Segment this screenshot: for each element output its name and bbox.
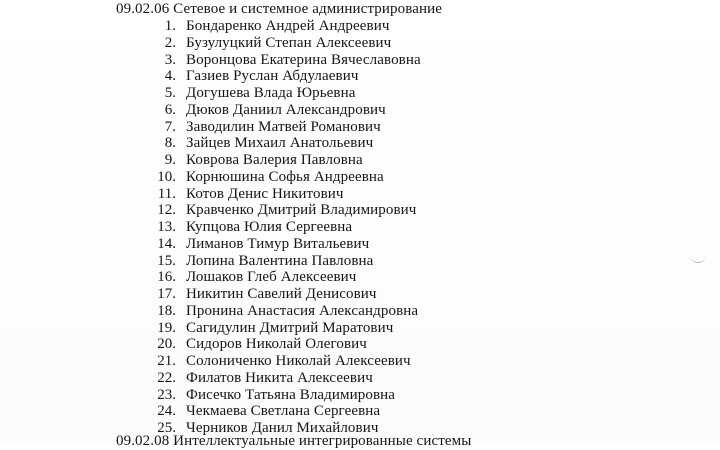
student-number: 21. — [157, 353, 176, 369]
student-row — [0, 202, 720, 219]
student-row — [0, 85, 720, 102]
student-row — [0, 152, 720, 169]
student-name: Фисечко Татьяна Владимировна — [186, 386, 396, 403]
student-name: Солониченко Николай Алексеевич — [186, 353, 411, 369]
student-name: Сидоров Николай Олегович — [186, 336, 367, 353]
student-row — [0, 169, 720, 186]
student-number: 14. — [157, 235, 176, 252]
student-row — [0, 102, 720, 119]
student-row — [0, 269, 720, 286]
student-row — [0, 119, 720, 136]
student-row — [0, 35, 720, 52]
student-name: Черников Данил Михайлович — [186, 420, 379, 436]
student-number: 2. — [164, 34, 176, 51]
student-row — [0, 353, 720, 370]
student-name: Филатов Никита Алексеевич — [186, 369, 373, 386]
student-row — [0, 387, 720, 404]
student-name: Бондаренко Андрей Андреевич — [186, 18, 390, 34]
student-row — [0, 403, 720, 420]
student-number: 24. — [157, 403, 176, 420]
student-number: 6. — [164, 101, 176, 118]
student-number: 25. — [157, 420, 176, 436]
student-row — [0, 286, 720, 303]
section-title-intelligent-systems: 09.02.08 Интеллектуальные интегрированные системы — [116, 433, 472, 449]
student-row — [0, 236, 720, 253]
student-number: 1. — [164, 18, 176, 34]
student-row — [0, 320, 720, 337]
student-row — [0, 336, 720, 353]
student-name: Котов Денис Никитович — [186, 185, 344, 202]
section-title-network-administration: 09.02.06 Сетевое и системное администрирование — [116, 1, 442, 17]
student-name: Бузулуцкий Степан Алексеевич — [186, 34, 392, 51]
student-number: 3. — [164, 51, 176, 68]
student-number: 20. — [157, 336, 176, 353]
student-name: Догушева Влада Юрьевна — [186, 85, 356, 101]
student-name: Лошаков Глеб Алексеевич — [186, 269, 357, 286]
student-name: Чекмаева Светлана Сергеевна — [186, 403, 381, 420]
student-name: Газиев Руслан Абдулаевич — [186, 68, 359, 85]
student-number: 4. — [164, 68, 176, 85]
student-number: 5. — [164, 85, 176, 101]
student-name: Зайцев Михаил Анатольевич — [186, 135, 374, 152]
student-list — [0, 18, 720, 437]
student-number: 17. — [157, 286, 176, 302]
student-name: Пронина Анастасия Александровна — [186, 302, 419, 319]
student-number: 7. — [164, 118, 176, 135]
student-number: 19. — [157, 319, 176, 336]
student-row — [0, 68, 720, 85]
student-row — [0, 135, 720, 152]
student-number: 9. — [164, 152, 176, 168]
student-name: Никитин Савелий Денисович — [186, 286, 377, 302]
student-name: Купцова Юлия Сергеевна — [186, 219, 353, 235]
student-name: Корнюшина Софья Андреевна — [186, 168, 384, 185]
student-number: 12. — [157, 202, 176, 219]
student-name: Дюков Даниил Александрович — [186, 101, 386, 118]
student-number: 16. — [157, 269, 176, 286]
student-row — [0, 219, 720, 236]
student-name: Лиманов Тимур Витальевич — [186, 235, 370, 252]
student-name: Лопина Валентина Павловна — [186, 252, 374, 269]
student-number: 15. — [157, 252, 176, 269]
student-name: Заводилин Матвей Романович — [186, 118, 381, 135]
student-number: 18. — [157, 302, 176, 319]
student-name: Воронцова Екатерина Вячеславовна — [186, 51, 421, 68]
student-number: 11. — [157, 185, 176, 202]
student-number: 10. — [157, 168, 176, 185]
student-row — [0, 52, 720, 69]
student-name: Коврова Валерия Павловна — [186, 152, 363, 168]
student-row — [0, 253, 720, 270]
student-number: 22. — [157, 369, 176, 386]
student-number: 8. — [164, 135, 176, 152]
student-row — [0, 186, 720, 203]
student-number: 23. — [157, 386, 176, 403]
student-number: 13. — [157, 219, 176, 235]
student-row — [0, 370, 720, 387]
student-name: Кравченко Дмитрий Владимирович — [186, 202, 417, 219]
student-row — [0, 18, 720, 35]
student-name: Сагидулин Дмитрий Маратович — [186, 319, 394, 336]
student-row — [0, 303, 720, 320]
